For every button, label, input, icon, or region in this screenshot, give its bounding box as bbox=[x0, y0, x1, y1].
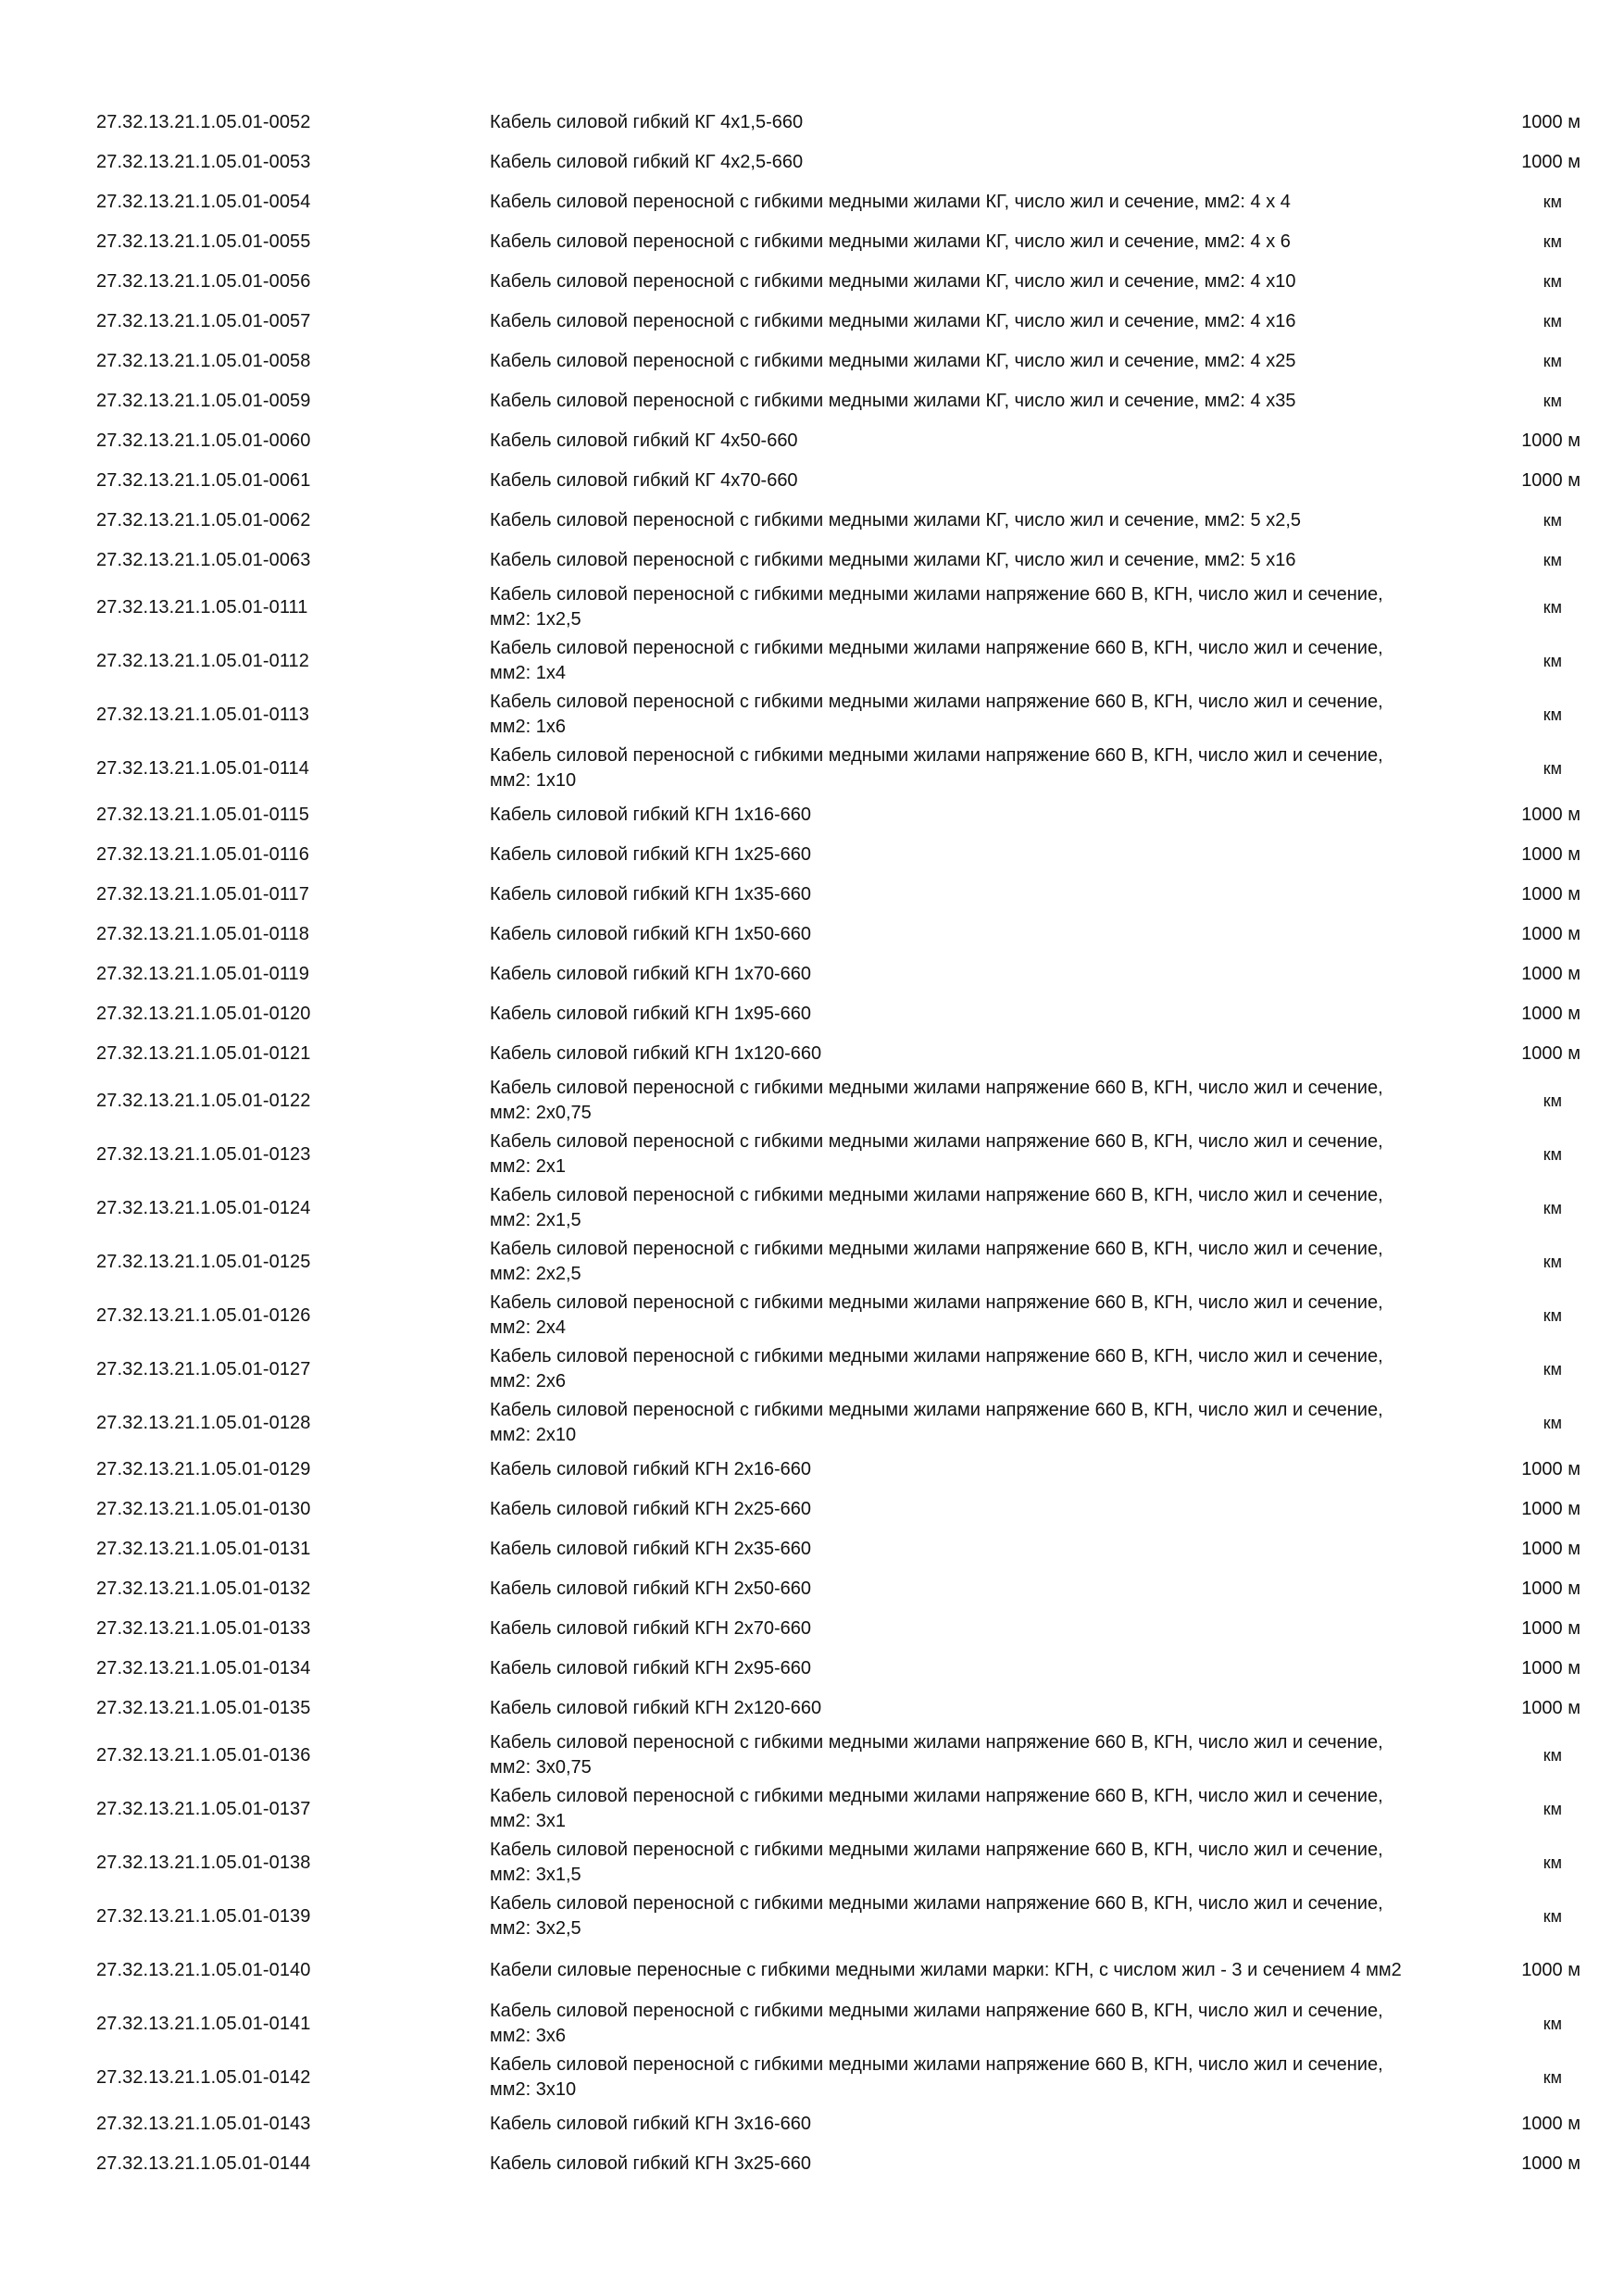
item-name: Кабель силовой переносной с гибкими медными жилами напряжение 660 В, КГН, число жил и сечение, мм2: 2х6 bbox=[490, 1346, 1383, 1391]
item-unit: км bbox=[1543, 651, 1562, 670]
item-code: 27.32.13.21.1.05.01-0142 bbox=[96, 2066, 311, 2088]
item-code: 27.32.13.21.1.05.01-0137 bbox=[96, 1798, 311, 1819]
item-name: Кабель силовой переносной с гибкими медными жилами напряжение 660 В, КГН, число жил и сечение, мм2: 3х1 bbox=[490, 1786, 1383, 1831]
item-name: Кабель силовой переносной с гибкими медными жилами напряжение 660 В, КГН, число жил и сечение, мм2: 1х6 bbox=[490, 692, 1383, 737]
item-name: Кабель силовой переносной с гибкими медными жилами напряжение 660 В, КГН, число жил и сечение, мм2: 3х6 bbox=[490, 2001, 1383, 2046]
table-row bbox=[96, 634, 1580, 688]
item-name: Кабель силовой гибкий КГН 1х95-660 bbox=[490, 1004, 812, 1024]
item-unit: 1000 м bbox=[1521, 1459, 1580, 1479]
table-row bbox=[96, 835, 1580, 875]
item-unit: 1000 м bbox=[1521, 112, 1580, 132]
item-unit: км bbox=[1543, 1745, 1562, 1765]
item-name: Кабель силовой гибкий КГ 4х2,5-660 bbox=[490, 152, 804, 172]
item-unit: км bbox=[1543, 511, 1562, 530]
table-row bbox=[96, 580, 1580, 634]
table-row bbox=[96, 1997, 1580, 2051]
item-name: Кабель силовой переносной с гибкими медными жилами КГ, число жил и сечение, мм2: 4 х 6 bbox=[490, 231, 1291, 252]
item-unit: км bbox=[1543, 312, 1562, 331]
item-code: 27.32.13.21.1.05.01-0135 bbox=[96, 1698, 311, 1718]
item-code: 27.32.13.21.1.05.01-0063 bbox=[96, 550, 311, 570]
item-code: 27.32.13.21.1.05.01-0058 bbox=[96, 351, 311, 371]
item-name: Кабель силовой гибкий КГН 1х70-660 bbox=[490, 964, 812, 984]
item-unit: 1000 м bbox=[1521, 1618, 1580, 1639]
item-unit: 1000 м bbox=[1521, 964, 1580, 984]
table-row bbox=[96, 222, 1580, 262]
table-row bbox=[96, 182, 1580, 222]
table-row bbox=[96, 342, 1580, 381]
item-name: Кабель силовой переносной с гибкими медными жилами КГ, число жил и сечение, мм2: 4 х16 bbox=[490, 311, 1296, 331]
table-row bbox=[96, 1235, 1580, 1289]
item-unit: 1000 м bbox=[1521, 844, 1580, 865]
table-row bbox=[96, 1490, 1580, 1529]
item-code: 27.32.13.21.1.05.01-0144 bbox=[96, 2153, 311, 2174]
table-row bbox=[96, 1689, 1580, 1728]
item-code: 27.32.13.21.1.05.01-0114 bbox=[96, 757, 310, 779]
item-unit: км bbox=[1543, 272, 1562, 291]
item-unit: 1000 м bbox=[1521, 884, 1580, 905]
item-name: Кабель силовой переносной с гибкими медными жилами напряжение 660 В, КГН, число жил и сечение, мм2: 2х0,75 bbox=[490, 1078, 1383, 1123]
table-row bbox=[96, 875, 1580, 915]
item-name: Кабель силовой переносной с гибкими медными жилами напряжение 660 В, КГН, число жил и сечение, мм2: 3х1,5 bbox=[490, 1840, 1383, 1885]
item-code: 27.32.13.21.1.05.01-0111 bbox=[96, 596, 308, 618]
item-code: 27.32.13.21.1.05.01-0134 bbox=[96, 1658, 311, 1678]
item-code: 27.32.13.21.1.05.01-0112 bbox=[96, 650, 310, 671]
item-name: Кабель силовой переносной с гибкими медными жилами КГ, число жил и сечение, мм2: 4 х 4 bbox=[490, 192, 1291, 212]
table-row bbox=[96, 1342, 1580, 1396]
item-name: Кабель силовой гибкий КГН 2х16-660 bbox=[490, 1459, 812, 1479]
table-row bbox=[96, 795, 1580, 835]
table-row bbox=[96, 143, 1580, 182]
item-code: 27.32.13.21.1.05.01-0127 bbox=[96, 1358, 311, 1379]
table-row bbox=[96, 1836, 1580, 1890]
item-unit: км bbox=[1543, 1198, 1562, 1217]
item-unit: 1000 м bbox=[1521, 924, 1580, 944]
item-code: 27.32.13.21.1.05.01-0059 bbox=[96, 391, 311, 411]
item-name: Кабели силовые переносные с гибкими медными жилами марки: КГН, с числом жил - 3 и сечением 4 мм2 bbox=[490, 1959, 1402, 1980]
table-row bbox=[96, 421, 1580, 461]
table-row bbox=[96, 262, 1580, 302]
item-name: Кабель силовой гибкий КГН 2х70-660 bbox=[490, 1618, 812, 1639]
item-unit: 1000 м bbox=[1521, 1499, 1580, 1519]
table-row bbox=[96, 1728, 1580, 1782]
item-code: 27.32.13.21.1.05.01-0143 bbox=[96, 2114, 311, 2134]
table-row bbox=[96, 1396, 1580, 1450]
item-unit: 1000 м bbox=[1521, 152, 1580, 172]
item-unit: км bbox=[1543, 705, 1562, 724]
item-name: Кабель силовой переносной с гибкими медными жилами КГ, число жил и сечение, мм2: 4 х10 bbox=[490, 271, 1296, 292]
item-code: 27.32.13.21.1.05.01-0141 bbox=[96, 2013, 311, 2034]
item-code: 27.32.13.21.1.05.01-0054 bbox=[96, 192, 311, 212]
item-code: 27.32.13.21.1.05.01-0140 bbox=[96, 1959, 311, 1980]
item-code: 27.32.13.21.1.05.01-0138 bbox=[96, 1852, 311, 1873]
item-unit: км bbox=[1543, 1853, 1562, 1872]
table-row bbox=[96, 688, 1580, 742]
item-name: Кабель силовой гибкий КГ 4х1,5-660 bbox=[490, 112, 804, 132]
item-unit: 1000 м bbox=[1521, 470, 1580, 491]
item-code: 27.32.13.21.1.05.01-0060 bbox=[96, 430, 311, 451]
table-row bbox=[96, 955, 1580, 994]
table-row bbox=[96, 2144, 1580, 2184]
item-unit: км bbox=[1543, 352, 1562, 370]
item-name: Кабель силовой гибкий КГН 1х50-660 bbox=[490, 924, 812, 944]
item-code: 27.32.13.21.1.05.01-0139 bbox=[96, 1905, 311, 1927]
item-name: Кабель силовой переносной с гибкими медными жилами напряжение 660 В, КГН, число жил и сечение, мм2: 3х2,5 bbox=[490, 1893, 1383, 1939]
item-code: 27.32.13.21.1.05.01-0128 bbox=[96, 1412, 311, 1433]
item-code: 27.32.13.21.1.05.01-0130 bbox=[96, 1499, 311, 1519]
item-name: Кабель силовой переносной с гибкими медными жилами напряжение 660 В, КГН, число жил и сечение, мм2: 2х10 bbox=[490, 1400, 1383, 1445]
item-name: Кабель силовой переносной с гибкими медными жилами напряжение 660 В, КГН, число жил и сечение, мм2: 2х1 bbox=[490, 1131, 1383, 1177]
item-name: Кабель силовой гибкий КГН 2х95-660 bbox=[490, 1658, 812, 1678]
item-unit: км bbox=[1543, 193, 1562, 211]
item-code: 27.32.13.21.1.05.01-0052 bbox=[96, 112, 311, 132]
item-code: 27.32.13.21.1.05.01-0061 bbox=[96, 470, 311, 491]
item-name: Кабель силовой гибкий КГН 1х16-660 bbox=[490, 805, 812, 825]
item-unit: 1000 м bbox=[1521, 1043, 1580, 1064]
item-code: 27.32.13.21.1.05.01-0056 bbox=[96, 271, 311, 292]
table-row bbox=[96, 381, 1580, 421]
item-code: 27.32.13.21.1.05.01-0113 bbox=[96, 704, 310, 725]
item-name: Кабель силовой гибкий КГ 4х50-660 bbox=[490, 430, 798, 451]
item-unit: км bbox=[1543, 1799, 1562, 1818]
table-row bbox=[96, 1609, 1580, 1649]
item-unit: 1000 м bbox=[1521, 1959, 1580, 1980]
item-code: 27.32.13.21.1.05.01-0126 bbox=[96, 1304, 311, 1326]
item-name: Кабель силовой гибкий КГН 2х25-660 bbox=[490, 1499, 812, 1519]
item-code: 27.32.13.21.1.05.01-0133 bbox=[96, 1618, 311, 1639]
item-name: Кабель силовой переносной с гибкими медными жилами напряжение 660 В, КГН, число жил и сечение, мм2: 1х2,5 bbox=[490, 584, 1383, 630]
table-row bbox=[96, 1181, 1580, 1235]
item-unit: км bbox=[1543, 597, 1562, 617]
item-name: Кабель силовой переносной с гибкими медными жилами КГ, число жил и сечение, мм2: 4 х25 bbox=[490, 351, 1296, 371]
item-name: Кабель силовой переносной с гибкими медными жилами напряжение 660 В, КГН, число жил и сечение, мм2: 2х2,5 bbox=[490, 1239, 1383, 1284]
table-row bbox=[96, 742, 1580, 795]
item-name: Кабель силовой гибкий КГН 3х16-660 bbox=[490, 2114, 812, 2134]
item-unit: 1000 м bbox=[1521, 1539, 1580, 1559]
item-name: Кабель силовой переносной с гибкими медными жилами напряжение 660 В, КГН, число жил и сечение, мм2: 1х10 bbox=[490, 745, 1383, 791]
item-unit: км bbox=[1543, 2067, 1562, 2087]
table-row bbox=[96, 915, 1580, 955]
item-unit: км bbox=[1543, 758, 1562, 778]
item-unit: 1000 м bbox=[1521, 1698, 1580, 1718]
item-code: 27.32.13.21.1.05.01-0131 bbox=[96, 1539, 311, 1559]
item-unit: км bbox=[1543, 1305, 1562, 1325]
item-code: 27.32.13.21.1.05.01-0129 bbox=[96, 1459, 311, 1479]
table-row bbox=[96, 461, 1580, 501]
item-name: Кабель силовой гибкий КГН 2х50-660 bbox=[490, 1578, 812, 1599]
item-code: 27.32.13.21.1.05.01-0057 bbox=[96, 311, 311, 331]
item-unit: км bbox=[1543, 551, 1562, 569]
item-name: Кабель силовой переносной с гибкими медными жилами КГ, число жил и сечение, мм2: 5 х16 bbox=[490, 550, 1296, 570]
item-code: 27.32.13.21.1.05.01-0124 bbox=[96, 1197, 311, 1218]
item-name: Кабель силовой гибкий КГН 3х25-660 bbox=[490, 2153, 812, 2174]
item-code: 27.32.13.21.1.05.01-0136 bbox=[96, 1744, 311, 1766]
item-unit: км bbox=[1543, 1252, 1562, 1271]
item-unit: км bbox=[1543, 232, 1562, 251]
table-row bbox=[96, 1569, 1580, 1609]
item-unit: 1000 м bbox=[1521, 2114, 1580, 2134]
item-name: Кабель силовой гибкий КГН 1х25-660 bbox=[490, 844, 812, 865]
item-name: Кабель силовой переносной с гибкими медными жилами напряжение 660 В, КГН, число жил и сечение, мм2: 2х4 bbox=[490, 1292, 1383, 1338]
item-name: Кабель силовой переносной с гибкими медными жилами напряжение 660 В, КГН, число жил и сечение, мм2: 3х10 bbox=[490, 2054, 1383, 2100]
item-unit: км bbox=[1543, 1144, 1562, 1164]
catalog-table-body bbox=[96, 103, 1580, 2184]
table-row bbox=[96, 1529, 1580, 1569]
table-row bbox=[96, 1890, 1580, 1943]
item-unit: 1000 м bbox=[1521, 1658, 1580, 1678]
catalog-table bbox=[96, 103, 1580, 2184]
item-name: Кабель силовой переносной с гибкими медными жилами напряжение 660 В, КГН, число жил и сечение, мм2: 1х4 bbox=[490, 638, 1383, 683]
item-code: 27.32.13.21.1.05.01-0116 bbox=[96, 844, 310, 865]
table-row bbox=[96, 2104, 1580, 2144]
item-name: Кабель силовой переносной с гибкими медными жилами напряжение 660 В, КГН, число жил и сечение, мм2: 2х1,5 bbox=[490, 1185, 1383, 1230]
item-code: 27.32.13.21.1.05.01-0055 bbox=[96, 231, 311, 252]
item-name: Кабель силовой гибкий КГН 2х35-660 bbox=[490, 1539, 812, 1559]
item-code: 27.32.13.21.1.05.01-0115 bbox=[96, 805, 310, 825]
table-row bbox=[96, 501, 1580, 541]
table-row bbox=[96, 1128, 1580, 1181]
item-unit: 1000 м bbox=[1521, 1004, 1580, 1024]
table-row bbox=[96, 302, 1580, 342]
item-code: 27.32.13.21.1.05.01-0062 bbox=[96, 510, 311, 530]
table-row bbox=[96, 1450, 1580, 1490]
item-name: Кабель силовой гибкий КГН 1х120-660 bbox=[490, 1043, 822, 1064]
item-unit: 1000 м bbox=[1521, 2153, 1580, 2174]
item-name: Кабель силовой переносной с гибкими медными жилами КГ, число жил и сечение, мм2: 5 х2,5 bbox=[490, 510, 1302, 530]
table-row bbox=[96, 2051, 1580, 2104]
item-code: 27.32.13.21.1.05.01-0120 bbox=[96, 1004, 311, 1024]
item-unit: 1000 м bbox=[1521, 430, 1580, 451]
item-unit: 1000 м bbox=[1521, 1578, 1580, 1599]
table-row bbox=[96, 1943, 1580, 1997]
table-row bbox=[96, 1074, 1580, 1128]
item-code: 27.32.13.21.1.05.01-0132 bbox=[96, 1578, 311, 1599]
table-row bbox=[96, 541, 1580, 580]
item-unit: км bbox=[1543, 1906, 1562, 1926]
table-row bbox=[96, 1649, 1580, 1689]
item-unit: км bbox=[1543, 2014, 1562, 2033]
item-code: 27.32.13.21.1.05.01-0122 bbox=[96, 1090, 311, 1111]
item-unit: км bbox=[1543, 1359, 1562, 1379]
table-row bbox=[96, 1782, 1580, 1836]
item-name: Кабель силовой переносной с гибкими медными жилами КГ, число жил и сечение, мм2: 4 х35 bbox=[490, 391, 1296, 411]
table-row bbox=[96, 1034, 1580, 1074]
item-unit: км bbox=[1543, 392, 1562, 410]
item-code: 27.32.13.21.1.05.01-0119 bbox=[96, 964, 310, 984]
item-code: 27.32.13.21.1.05.01-0121 bbox=[96, 1043, 311, 1064]
item-unit: 1000 м bbox=[1521, 805, 1580, 825]
item-code: 27.32.13.21.1.05.01-0125 bbox=[96, 1251, 311, 1272]
item-code: 27.32.13.21.1.05.01-0118 bbox=[96, 924, 310, 944]
item-code: 27.32.13.21.1.05.01-0123 bbox=[96, 1143, 311, 1165]
item-unit: км bbox=[1543, 1091, 1562, 1110]
item-name: Кабель силовой гибкий КГН 1х35-660 bbox=[490, 884, 812, 905]
table-row bbox=[96, 994, 1580, 1034]
item-name: Кабель силовой переносной с гибкими медными жилами напряжение 660 В, КГН, число жил и сечение, мм2: 3х0,75 bbox=[490, 1732, 1383, 1778]
item-name: Кабель силовой гибкий КГ 4х70-660 bbox=[490, 470, 798, 491]
table-row bbox=[96, 103, 1580, 143]
item-code: 27.32.13.21.1.05.01-0053 bbox=[96, 152, 311, 172]
item-unit: км bbox=[1543, 1413, 1562, 1432]
item-code: 27.32.13.21.1.05.01-0117 bbox=[96, 884, 310, 905]
item-name: Кабель силовой гибкий КГН 2х120-660 bbox=[490, 1698, 822, 1718]
table-row bbox=[96, 1289, 1580, 1342]
